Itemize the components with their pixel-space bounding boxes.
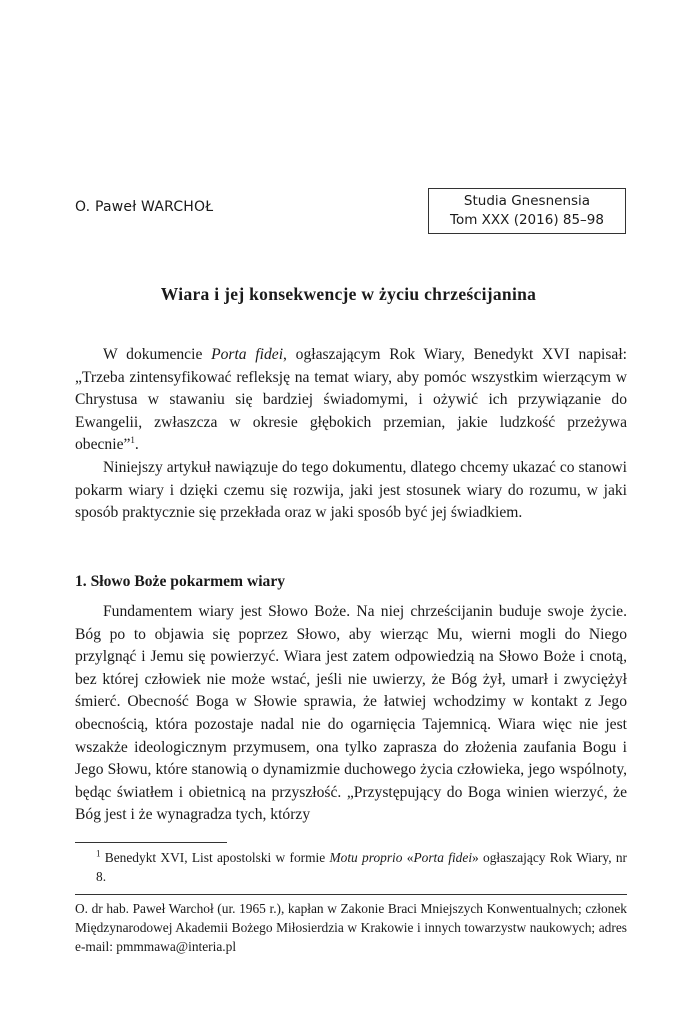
intro-section (75, 344, 627, 525)
section-1-body (75, 601, 627, 827)
section-1-paragraph-1: Fundamentem wiary jest Słowo Boże. Na niej chrześcijanin buduje swoje życie. Bóg po to objawia się poprzez Słowo, aby wierząc Mu, wierni mogli do Niego przylgnąć i Jemu się powierzyć. Wiara jest zatem odpowiedzią na Słowo Boże i cnotą, bez której człowiek nie może wstać, jeśli nie uwierzy, że Bóg żył, umarł i zwyciężył śmierć. Obecność Boga w Słowie sprawia, że łatwiej wchodzimy w kontakt z Jego obecnością, która pozostaje nadal nie do ogarnięcia Tajemnicą. Wiara więc nie jest wszakże ideologicznym przymusem, ona tylko zaprasza do złożenia zaufania Bogu i Jego Słowu, które stanowią o dynamizmie duchowego życia człowieka, jego wspólnoty, będąc światłem i obietnicą na przyszłość. „Przystępujący do Boga winien wierzyć, że Bóg jest i że wynagradza tych, którzy (75, 603, 627, 824)
footnote-divider (75, 842, 227, 843)
journal-name: Studia Gnesnensia (463, 193, 591, 209)
author-info: O. dr hab. Paweł Warchoł (ur. 1965 r.), kapłan w Zakonie Braci Mniejszych Konwentualnych; członek Międzynarodowej Akademii Bożego Miłosierdzia w Krakowie i innych towarzystw naukowych; adres e-mail: pmmmawa@interia.pl (75, 901, 627, 954)
author-name: O. Paweł WARCHOŁ (75, 199, 214, 215)
author-info-divider (75, 894, 627, 895)
journal-volume: Tom XXX (2016) 85–98 (450, 212, 604, 228)
footnote-number: 1 (96, 848, 101, 859)
journal-citation-box (428, 188, 626, 234)
intro-paragraph-1: W dokumencie Porta fidei, ogłaszającym Rok Wiary, Benedykt XVI napisał: „Trzeba zintensyfikować refleksję na temat wiary, aby pomóc wszystkim wierzącym w Chrystusa w stawaniu się bardziej świadomymi, i ożywić ich przywiązanie do Ewangelii, zwłaszcza w okresie głębokich przemian, jakie ludzkość przeżywa obecnie”$^1$. (75, 346, 627, 454)
footnote-1: $^1$ Benedykt XVI, List apostolski w formie Motu proprio «Porta fidei» ogłaszający Rok Wiary, nr 8. (96, 848, 627, 884)
intro-paragraph-2: Niniejszy artykuł nawiązuje do tego dokumentu, dlatego chcemy ukazać co stanowi pokarm wiary i dzięki czemu się rozwija, jaki jest stosunek wiary do rozumu, w jaki sposób praktycznie się przekłada oraz w jaki sposób być jej świadkiem. (75, 458, 627, 522)
footnote-ref-1[interactable]: 1 (130, 435, 135, 446)
section-1-heading: 1. Słowo Boże pokarmem wiary (75, 573, 286, 590)
article-title: Wiara i jej konsekwencje w życiu chrześcijanina (160, 284, 537, 304)
porta-fidei-italic: Porta fidei (211, 346, 284, 363)
